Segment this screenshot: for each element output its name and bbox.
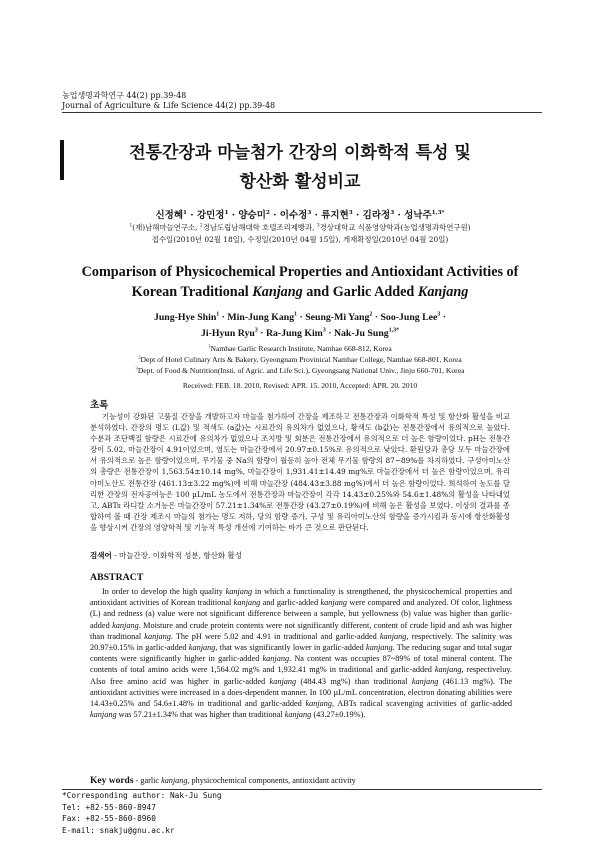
affiliation-en-3 xyxy=(62,366,538,376)
keywords-ko-text: - 마늘간장, 이화학적 성분, 항산화 활성 xyxy=(111,551,243,560)
authors-english-line1 xyxy=(62,311,538,325)
abstract-italic-term: kanjang xyxy=(90,710,117,720)
corresponding-email: E-mail: snakju@gnu.ac.kr xyxy=(62,826,175,835)
author-en-7-sup: 1,3* xyxy=(388,327,399,334)
aff-en-2-text: Dept of Hotel Culinary Arts & Bakery, Gyeongnam Provinical Namhae College, Namhae 668-801, Korea xyxy=(140,355,462,364)
keywords-ko-label: 검색어 xyxy=(90,551,112,560)
dates-korean: 접수일(2010년 02월 18일), 수정일(2010년 04월 15일), 게재확정일(2010년 04월 20일) xyxy=(151,235,449,244)
author-en-2-sup: 1 xyxy=(294,311,298,318)
affiliations-korean xyxy=(62,223,538,233)
title-en-part: and Garlic Added xyxy=(302,284,418,300)
header-divider xyxy=(62,112,542,113)
author-en-5: Ji-Hyun Ryu xyxy=(201,328,255,339)
author-en-1-sup: 1 xyxy=(216,311,220,318)
aff-ko-1-sup: 1 xyxy=(129,223,133,229)
abstract-italic-term: kanjang xyxy=(262,654,290,664)
abstract-italic-term: kanjang xyxy=(225,587,253,596)
keywords-korean xyxy=(90,550,510,561)
abstract-segment: and garlic-added xyxy=(260,598,321,608)
aff-ko-3-sup: 3 xyxy=(316,223,320,229)
author-sep: · xyxy=(311,210,322,221)
abstract-segment: , ABTs radical scavenging activities of garlic-added xyxy=(332,699,512,709)
author-en-7: Nak-Ju Sung xyxy=(333,328,389,339)
ko-abstract-body xyxy=(90,411,510,533)
author-ko-1-sup: 1 xyxy=(183,209,187,216)
corresponding-fax: Fax: +82-55-860-8960 xyxy=(62,814,156,823)
abstract-segment: were compared and analyzed. Of color, lightness (L) and redness (a) value were not significant difference between a sample, but yellowness (b) value was higher than garlic-added xyxy=(90,598,512,630)
title-english-line1: Comparison of Physicochemical Properties and Antioxidant Activities of xyxy=(81,264,519,280)
abstract-italic-term: kanjang xyxy=(269,676,297,686)
author-sep: · xyxy=(297,312,306,323)
ko-abstract-heading: 초록 xyxy=(90,400,109,411)
abstract-segment: . Moisture and crude protein contents were not significantly different, content of crude lipid and ash was higher than traditional xyxy=(90,620,512,641)
author-sep: · xyxy=(257,328,266,339)
abstract-text xyxy=(90,586,512,720)
abstract-italic-term: kanjang xyxy=(411,676,439,686)
journal-header-english: Journal of Agriculture & Life Science 44(2) pp.39-48 xyxy=(62,101,276,110)
abstract-segment: was 57.21±1.34% that was higher than traditional xyxy=(116,710,285,720)
abstract-body xyxy=(90,586,512,720)
author-ko-5: 류지현 xyxy=(321,210,349,221)
aff-en-3-sup: 3 xyxy=(135,365,138,371)
abstract-italic-term: kanjang xyxy=(379,631,407,641)
author-ko-4: 이수정 xyxy=(279,210,308,221)
aff-ko-2: 경남도립남해대학 호텔조리제빵과, xyxy=(202,223,317,232)
author-ko-7: 성낙주 xyxy=(404,210,432,221)
affiliation-en-1 xyxy=(62,344,538,354)
abstract-italic-term: kanjang xyxy=(305,699,333,709)
abstract-italic-term: kanjang xyxy=(233,598,261,608)
abstract-segment: . Na content was occupies 87~89% of total mineral content. The contents of total amino acids were 1,564.02 mg% and 1,932.41 mg% in traditional and garlic-added xyxy=(90,654,513,675)
abstract-segment: (484.43 mg%) than traditional xyxy=(296,676,412,686)
keywords-en-pre: - garlic xyxy=(133,776,162,785)
author-ko-2: 강민정 xyxy=(196,210,225,221)
author-sep: · xyxy=(372,312,381,323)
title-english-line2 xyxy=(62,282,538,302)
author-ko-4-sup: 3 xyxy=(307,209,312,216)
journal-header-korean: 농업생명과학연구 44(2) pp.39-48 xyxy=(62,91,187,100)
authors-english-line2 xyxy=(62,327,538,341)
keywords-en-label: Key words xyxy=(90,776,134,786)
author-sep: · xyxy=(186,210,197,221)
keywords-english xyxy=(90,775,512,787)
affiliation-en-2 xyxy=(62,355,538,365)
abstract-segment: . The reducing sugar and total sugar contents were significantly higher in garlic-added xyxy=(90,643,513,664)
author-ko-2-sup: 1 xyxy=(224,209,229,216)
author-sep: · xyxy=(440,312,447,323)
ko-abstract-text: 기능성이 강화된 고품질 간장을 개발하고자 마늘을 첨가하여 간장을 제조하고 전통간장과 이화학적 특성 및 항산화 활성을 비교 분석하였다. 간장의 명도 (L값) 및 적색도 (a값)는 시료간의 유의차가 없었으나, 황색도 (b값)는 전통간장에서 유의적으로 높았다. 수분과 조단백질 함량은 시료간에 유의차가 없었으나 조지방 및 회분은 전통간장에서 유의적으로 더 높은 함량이었다. pH는 전통간장이 5.02, 마늘간장이 4.91이었으며, 염도는 마늘간장에서 20.97±0.15%로 유의적으로 낮았다. 환원당과 총당 모두 마늘간장에서 유의적으로 높은 함량이었으며, 무기물 중 Na의 함량이 월등히 높아 전체 무기물 함량의 87~89%를 차지하였다. 구성아미노산의 총량은 전통간장이 1,563.54±10.14 mg%, 마늘간장이 1,931.41±14.49 mg%로 마늘간장에서 더 높은 함량이었으며, 유리아미노산도 전통간장 (461.13±3.22 mg%)에 비해 마늘간장 (484.43±3.88 mg%)에서 더 높은 함량이었다. 희석하여 농도를 달리한 간장의 전자공여능은 100 µL/mL 농도에서 전통간장과 마늘간장이 각각 14.43±0.25%와 54.6±1.48%의 활성을 나타내었고, ABTs 라디칼 소거능은 마늘간장이 57.21±1.34%로 전통간장 (43.27±0.19%)에 비해 높은 활성을 보였다. 이상의 결과를 종합하여 볼 때 간장 제조시 마늘의 첨가는 명도 저하, 당의 함량 증가, 구성 및 유리아미노산의 함량을 증가시킴과 동시에 항산화활성을 향상시켜 간장의 영양학적 및 기능적 특성 개선에 기여하는 바가 큰 것으로 판단된다. xyxy=(90,412,510,532)
aff-en-1-sup: 1 xyxy=(208,343,211,349)
abstract-italic-term: kanjang xyxy=(188,643,216,653)
author-en-5-sup: 3 xyxy=(254,327,258,334)
abstract-segment: , respectively. The salinity was 20.97±0.15% in garlic-added xyxy=(90,631,512,653)
abstract-heading: ABSTRACT xyxy=(90,572,144,583)
author-ko-3-sup: 2 xyxy=(265,209,270,216)
aff-en-1-text: Namhae Garlic Research Institute, Namhae 668-812, Korea xyxy=(210,344,392,353)
abstract-italic-term: kanjang xyxy=(144,631,171,641)
author-ko-6: 김라정 xyxy=(362,210,391,221)
author-ko-3: 양승미 xyxy=(238,210,266,221)
dates-english: Received: FEB. 18. 2010, Revised: APR. 15. 2010, Accepted: APR. 20. 2010 xyxy=(182,381,418,390)
authors-korean xyxy=(62,210,538,222)
aff-ko-2-sup: 2 xyxy=(199,223,203,229)
abstract-segment: In order to develop the high quality xyxy=(102,587,226,596)
author-en-1: Jung-Hye Shin xyxy=(153,312,217,323)
abstract-segment: , respectiveluy. Also free amino acid was higher in garlic-added xyxy=(90,665,512,686)
author-en-4: Soo-Jung Lee xyxy=(380,312,438,323)
author-en-2: Min-Jung Kang xyxy=(227,312,295,323)
keywords-en-post: , physicochemical components, antioxidant activity xyxy=(187,776,356,785)
author-ko-5-sup: 3 xyxy=(348,209,353,216)
title-korean-line2: 항산화 활성비교 xyxy=(239,172,361,192)
author-ko-1: 신정혜 xyxy=(155,210,184,221)
corresponding-author: *Corresponding author: Nak-Ju Sung xyxy=(62,791,222,800)
author-ko-7-sup: 1,3* xyxy=(431,209,445,216)
abstract-italic-term: kanjang xyxy=(366,643,393,653)
aff-ko-3: 경상대학교 식품영양학과(농업생명과학연구원) xyxy=(319,223,471,232)
title-en-italic: Kanjang xyxy=(417,284,469,300)
author-en-4-sup: 3 xyxy=(437,311,441,318)
author-sep: · xyxy=(228,210,239,221)
aff-en-3-text: Dept. of Food & Nutrition(Insti. of Agric. and Life Sci.), Gyeongsang National Univ., Jinju 660-701, Korea xyxy=(137,366,465,375)
keywords-en-italic: kanjang xyxy=(161,776,188,785)
abstract-segment: (43.27±0.19%). xyxy=(311,710,366,720)
author-en-6: Ra-Jung Kim xyxy=(265,328,323,339)
abstract-segment: . The pH were 5.02 and 4.91 in traditional and garlic-added xyxy=(170,631,380,641)
title-en-part: Korean Traditional xyxy=(131,284,253,300)
abstract-segment: (461.13 mg%). The antioxidant activities were increased in a does-dependent manner. In 100 µL/mL concentration, electron donating abilities were 14.43±0.25% and 54.6±1.48% in traditional and garlic-added xyxy=(90,676,512,709)
abstract-segment: , that was significantly lower in garlic-added xyxy=(215,643,367,653)
author-sep: · xyxy=(325,328,334,339)
title-en-italic: Kanjang xyxy=(252,284,303,300)
aff-ko-1: (재)남해마늘연구소, xyxy=(132,223,200,232)
author-sep: · xyxy=(269,210,280,221)
abstract-italic-term: kanjang xyxy=(112,620,139,630)
author-en-6-sup: 3 xyxy=(322,327,326,334)
abstract-segment: in which a functionality is strengthened, the physicochemical properties and antioxidant activities of Korean traditional xyxy=(90,587,512,608)
aff-en-2-sup: 2 xyxy=(138,354,141,360)
abstract-italic-term: kanjang xyxy=(320,598,348,608)
abstract-italic-term: kanjang xyxy=(284,710,312,720)
author-ko-6-sup: 3 xyxy=(390,209,395,216)
title-korean-line1: 전통간장과 마늘첨가 간장의 이화학적 특성 및 xyxy=(129,143,471,163)
author-sep: · xyxy=(352,210,363,221)
author-en-3-sup: 2 xyxy=(369,311,373,318)
author-sep: · xyxy=(394,210,405,221)
author-sep: · xyxy=(219,312,228,323)
corresponding-tel: Tel: +82-55-860-8947 xyxy=(62,803,156,812)
abstract-italic-term: kanjang xyxy=(434,665,462,675)
author-en-3: Seung-Mi Yang xyxy=(305,312,370,323)
